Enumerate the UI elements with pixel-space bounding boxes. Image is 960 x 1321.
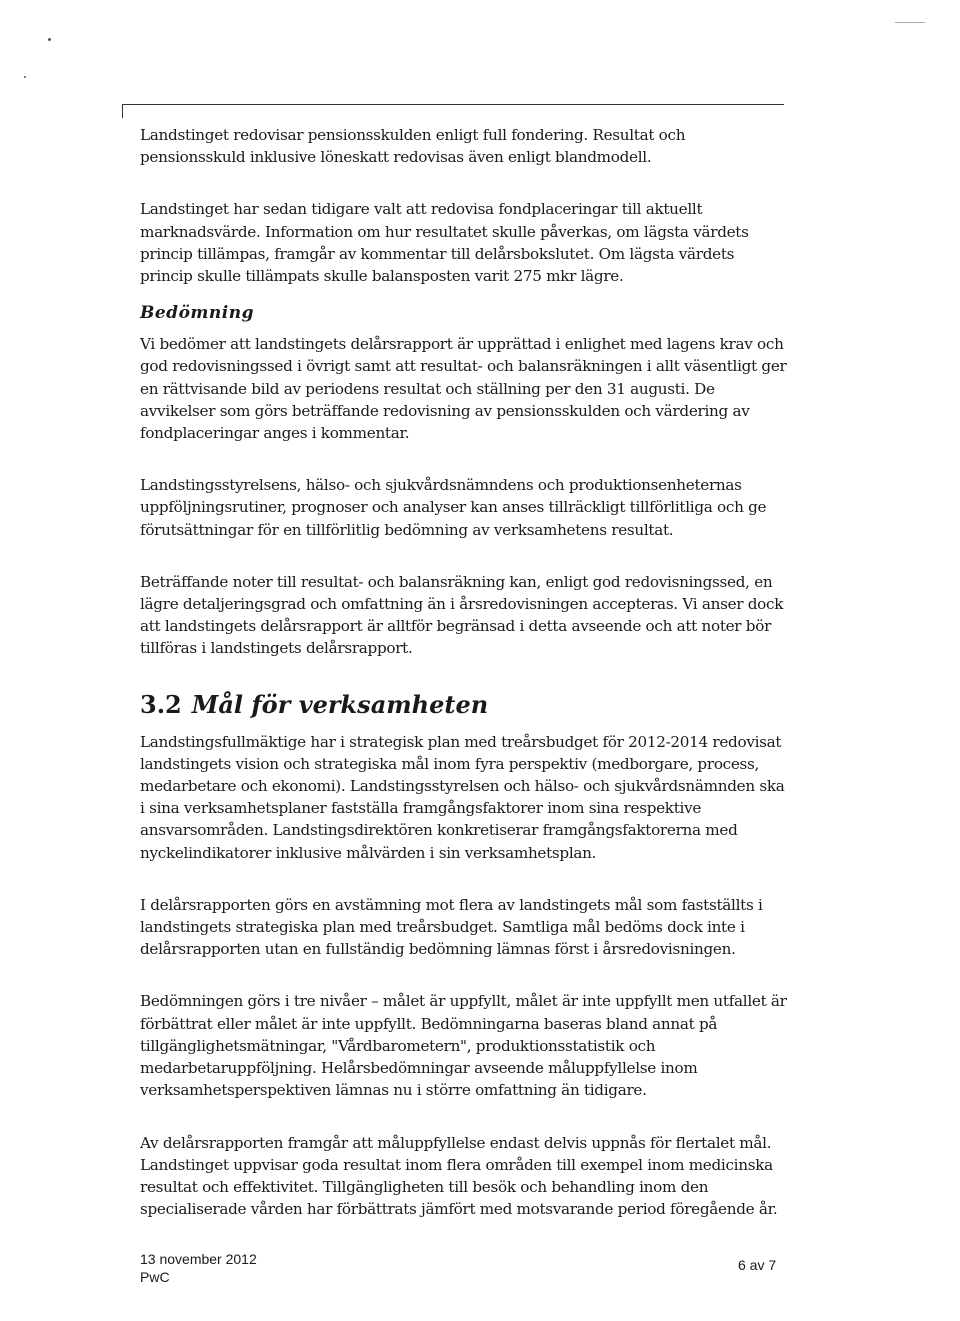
section-heading (140, 690, 788, 719)
footer-left (140, 1250, 257, 1286)
paragraph: Landstinget redovisar pensionsskulden enligt full fondering. Resultat och pensionsskuld inklusive löneskatt redovisas även enligt blandmodell. (140, 126, 686, 167)
paragraph: Landstingsfullmäktige har i strategisk plan med treårsbudget för 2012-2014 redovisat landstingets vision och strategiska mål inom fyra perspektiv (medborgare, process, medarbetare och ekonomi). Landstingsstyrelsen och hälso- och sjukvårdsnämnden ska i sina verksamhetsplaner fastställa framgångsfaktorer inom sina respektive ansvarsområden. Landstingsdirektören konkretiserar framgångsfaktorerna med nyckelindikatorer inklusive målvärden i sin verksamhetsplan. (140, 732, 785, 862)
section-title: Mål för verksamheten (191, 689, 489, 719)
footer-date: 13 november 2012 (140, 1251, 257, 1267)
page-number: 6 av 7 (738, 1257, 777, 1273)
header-rule (122, 104, 784, 105)
scan-mark (895, 22, 925, 23)
header-rule-tick (122, 104, 123, 118)
scan-speck (24, 76, 26, 78)
section-number: 3.2 (140, 689, 182, 719)
document-body (140, 124, 788, 1250)
paragraph: Beträffande noter till resultat- och balansräkning kan, enligt god redovisningssed, en lägre detaljeringsgrad och omfattning än i årsredovisningen accepteras. Vi anser dock att landstingets delårsrapport är alltför begränsad i detta avseende och att noter bör tillföras i landstingets delårsrapport. (140, 572, 784, 658)
paragraph: Landstingsstyrelsens, hälso- och sjukvårdsnämndens och produktionsenheternas uppföljningsrutiner, prognoser och analyser kan anses tillräckligt tillförlitliga och ge förutsättningar för en tillförlitlig bedömning av verksamhetens resultat. (140, 476, 767, 539)
paragraph: Vi bedömer att landstingets delårsrapport är upprättad i enlighet med lagens krav och god redovisningssed i övrigt samt att resultat- och balansräkningen i allt väsentligt ger en rättvisande bild av periodens resultat och ställning per den 31 augusti. De avvikelser som görs beträffande redovisning av pensionsskulden och värdering av fondplaceringar anges i kommentar. (140, 335, 787, 443)
paragraph: Av delårsrapporten framgår att måluppfyllelse endast delvis uppnås för flertalet mål. Landstinget uppvisar goda resultat inom flera områden till exempel inom medicinska resultat och effektivitet. Tillgängligheten till besök och behandling inom den specialiserade vården har förbättrats jämfört med motsvarande period föregående år. (140, 1133, 778, 1219)
assessment-heading: Bedömning (140, 303, 254, 324)
paragraph: I delårsrapporten görs en avstämning mot flera av landstingets mål som fastställts i landstingets strategiska plan med treårsbudget. Samtliga mål bedöms dock inte i delårsrapporten utan en fullständig bedömning lämnas först i årsredovisningen. (140, 895, 763, 959)
footer-company: PwC (140, 1269, 170, 1285)
scan-speck (48, 38, 51, 41)
paragraph: Landstinget har sedan tidigare valt att redovisa fondplaceringar till aktuellt marknadsvärde. Information om hur resultatet skulle påverkas, om lägsta värdets princip tillämpas, framgår av kommentar till delårsbokslutet. Om lägsta värdets princip skulle tillämpats skulle balansposten varit 275 mkr lägre. (140, 200, 749, 286)
paragraph: Bedömningen görs i tre nivåer – målet är uppfyllt, målet är inte uppfyllt men utfallet är förbättrat eller målet är inte uppfyllt. Bedömningarna baseras bland annat på tillgänglighetsmätningar, "Vårdbarometern", produktionsstatistik och medarbetaruppföljning. Helårsbedömningar avseende måluppfyllelse inom verksamhetsperspektiven lämnas nu i större omfattning än tidigare. (140, 992, 787, 1100)
